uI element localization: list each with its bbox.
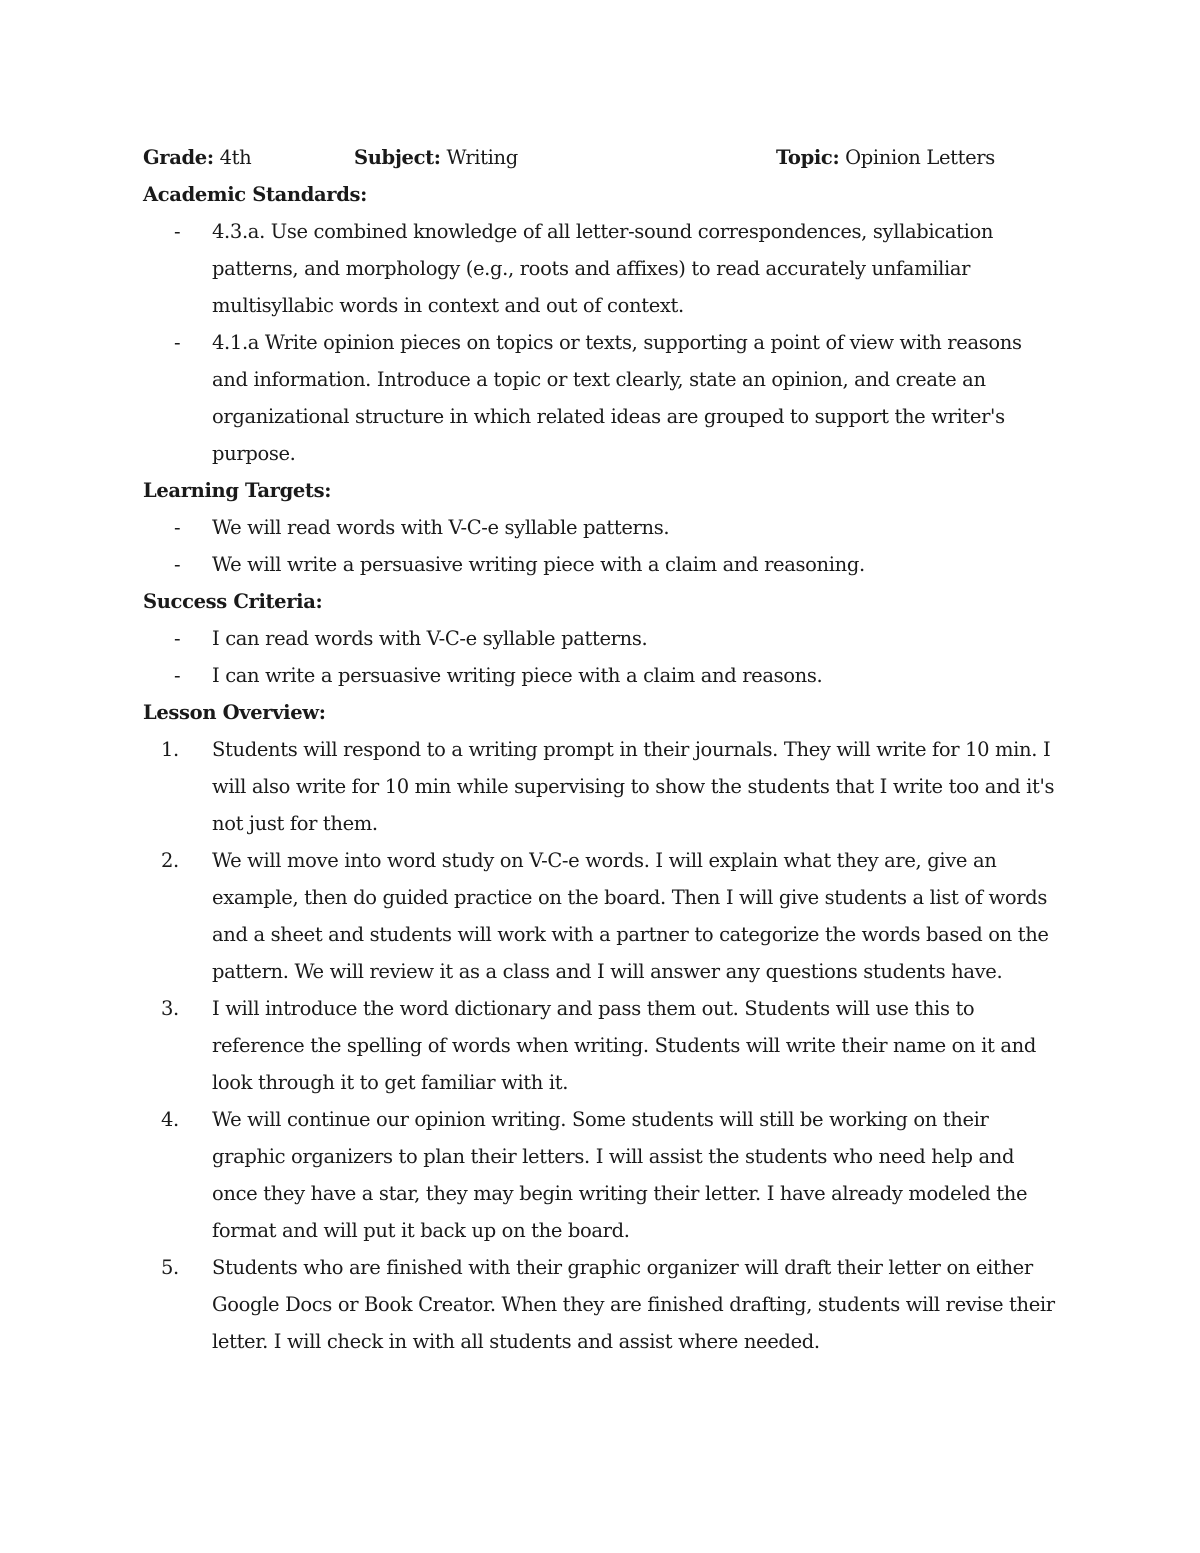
topic-value: Opinion Letters bbox=[845, 146, 995, 169]
topic-field bbox=[776, 139, 995, 176]
header-row bbox=[143, 139, 1063, 176]
list-item-text: Students will respond to a writing prompt in their journals. They will write for 10 min. I will also write for 10 min while supervising to show the students that I write too and it's not just for them. bbox=[212, 738, 1055, 835]
dash-marker: - bbox=[174, 627, 181, 650]
success-criteria-list bbox=[143, 620, 1063, 694]
list-item-text: I can read words with V-C-e syllable patterns. bbox=[212, 627, 648, 650]
lesson-overview-heading: Lesson Overview: bbox=[143, 701, 326, 724]
list-item-text: 4.1.a Write opinion pieces on topics or texts, supporting a point of view with reasons and information. Introduce a topic or text clearly, state an opinion, and create an organizational structure in which related ideas are grouped to support the writer's purpose. bbox=[212, 331, 1022, 465]
list-item bbox=[143, 509, 1063, 546]
list-item bbox=[143, 842, 1063, 990]
list-item-text: We will move into word study on V-C-e words. I will explain what they are, give an example, then do guided practice on the board. Then I will give students a list of words and a sheet and students will work with a partner to categorize the words based on the pattern. We will review it as a class and I will answer any questions students have. bbox=[212, 849, 1049, 983]
list-item bbox=[143, 324, 1063, 472]
list-item bbox=[143, 657, 1063, 694]
lesson-plan-body bbox=[143, 139, 1063, 1360]
list-item-text: I can write a persuasive writing piece with a claim and reasons. bbox=[212, 664, 823, 687]
dash-marker: - bbox=[174, 331, 181, 354]
list-item bbox=[143, 620, 1063, 657]
dash-marker: - bbox=[174, 553, 181, 576]
list-item-text: We will continue our opinion writing. Some students will still be working on their graphic organizers to plan their letters. I will assist the students who need help and once they have a star, they may begin writing their letter. I have already modeled the format and will put it back up on the board. bbox=[212, 1108, 1028, 1242]
number-marker: 5. bbox=[161, 1256, 179, 1279]
grade-label: Grade: bbox=[143, 146, 214, 169]
grade-value: 4th bbox=[219, 146, 252, 169]
list-item bbox=[143, 990, 1063, 1101]
lesson-overview-list bbox=[143, 731, 1063, 1360]
list-item bbox=[143, 546, 1063, 583]
academic-standards-heading: Academic Standards: bbox=[143, 183, 367, 206]
list-item bbox=[143, 213, 1063, 324]
learning-targets-list bbox=[143, 509, 1063, 583]
academic-standards-list bbox=[143, 213, 1063, 472]
success-criteria-heading: Success Criteria: bbox=[143, 590, 323, 613]
dash-marker: - bbox=[174, 664, 181, 687]
number-marker: 3. bbox=[161, 997, 179, 1020]
subject-field bbox=[354, 139, 518, 176]
list-item-text: 4.3.a. Use combined knowledge of all letter-sound correspondences, syllabication patterns, and morphology (e.g., roots and affixes) to read accurately unfamiliar multisyllabic words in context and out of context. bbox=[212, 220, 994, 317]
list-item-text: We will write a persuasive writing piece with a claim and reasoning. bbox=[212, 553, 865, 576]
list-item-text: I will introduce the word dictionary and pass them out. Students will use this to reference the spelling of words when writing. Students will write their name on it and look through it to get familiar with it. bbox=[212, 997, 1036, 1094]
subject-value: Writing bbox=[446, 146, 518, 169]
topic-label: Topic: bbox=[776, 146, 840, 169]
list-item bbox=[143, 731, 1063, 842]
subject-label: Subject: bbox=[354, 146, 441, 169]
list-item-text: Students who are finished with their graphic organizer will draft their letter on either Google Docs or Book Creator. When they are finished drafting, students will revise their letter. I will check in with all students and assist where needed. bbox=[212, 1256, 1055, 1353]
number-marker: 2. bbox=[161, 849, 179, 872]
list-item bbox=[143, 1101, 1063, 1249]
dash-marker: - bbox=[174, 516, 181, 539]
list-item-text: We will read words with V-C-e syllable patterns. bbox=[212, 516, 670, 539]
number-marker: 1. bbox=[161, 738, 179, 761]
dash-marker: - bbox=[174, 220, 181, 243]
number-marker: 4. bbox=[161, 1108, 179, 1131]
learning-targets-heading: Learning Targets: bbox=[143, 479, 332, 502]
list-item bbox=[143, 1249, 1063, 1360]
grade-field bbox=[143, 139, 251, 176]
